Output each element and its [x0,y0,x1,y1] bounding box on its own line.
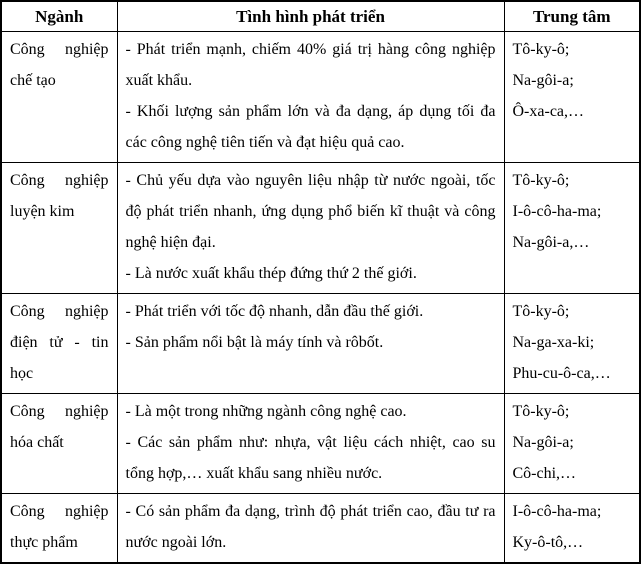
development-cell [117,494,504,564]
center-line: Na-gôi-a; [512,72,574,89]
centers-cell [504,494,640,564]
centers-cell [504,32,640,163]
centers-cell [504,294,640,394]
industry-cell: Công nghiệp hóa chất [1,394,117,494]
center-line: I-ô-cô-ha-ma; [512,503,602,520]
industry-cell: Công nghiệp luyện kim [1,163,117,294]
development-cell [117,394,504,494]
centers-cell [504,163,640,294]
center-line: I-ô-cô-ha-ma; [512,203,602,220]
development-paragraph: - Các sản phẩm như: nhựa, vật liệu cách nhiệt, cao su tổng hợp,… xuất khẩu sang nhiều nước. [125,434,496,482]
center-line: Cô-chi,… [512,465,577,482]
header-row [1,1,640,32]
development-paragraph: - Sản phẩm nổi bật là máy tính và rôbốt. [125,334,384,351]
development-cell [117,294,504,394]
development-paragraph: - Là nước xuất khẩu thép đứng thứ 2 thế giới. [125,265,417,282]
table-row [1,32,640,163]
development-paragraph: - Là một trong những ngành công nghệ cao. [125,403,407,420]
center-line: Ky-ô-tô,… [512,534,584,551]
column-header-industry: Ngành [1,1,117,32]
center-line: Na-gôi-a; [512,434,574,451]
industry-cell: Công nghiệp chế tạo [1,32,117,163]
column-header-centers: Trung tâm [504,1,640,32]
center-line: Na-gôi-a,… [512,234,590,251]
development-paragraph: - Chủ yếu dựa vào nguyên liệu nhập từ nước ngoài, tốc độ phát triển nhanh, ứng dụng phổ biến kĩ thuật và công nghệ hiện đại. [125,172,496,251]
table-row [1,163,640,294]
column-header-development: Tình hình phát triển [117,1,504,32]
table-row [1,494,640,564]
center-line: Tô-ky-ô; [512,303,570,320]
center-line: Na-ga-xa-ki; [512,334,595,351]
development-cell [117,32,504,163]
center-line: Tô-ky-ô; [512,172,570,189]
center-line: Ô-xa-ca,… [512,103,585,120]
table-row [1,394,640,494]
development-paragraph: - Khối lượng sản phẩm lớn và đa dạng, áp dụng tối đa các công nghệ tiên tiến và đạt hiệu quả cao. [125,103,496,151]
development-paragraph: - Có sản phẩm đa dạng, trình độ phát triển cao, đầu tư ra nước ngoài lớn. [125,503,496,551]
development-paragraph: - Phát triển mạnh, chiếm 40% giá trị hàng công nghiệp xuất khẩu. [125,41,496,89]
development-paragraph: - Phát triển với tốc độ nhanh, dẫn đầu thế giới. [125,303,424,320]
center-line: Phu-cu-ô-ca,… [512,365,611,382]
center-line: Tô-ky-ô; [512,41,570,58]
center-line: Tô-ky-ô; [512,403,570,420]
development-cell [117,163,504,294]
industry-cell: Công nghiệp điện tử - tin học [1,294,117,394]
table-row [1,294,640,394]
centers-cell [504,394,640,494]
industry-cell: Công nghiệp thực phẩm [1,494,117,564]
